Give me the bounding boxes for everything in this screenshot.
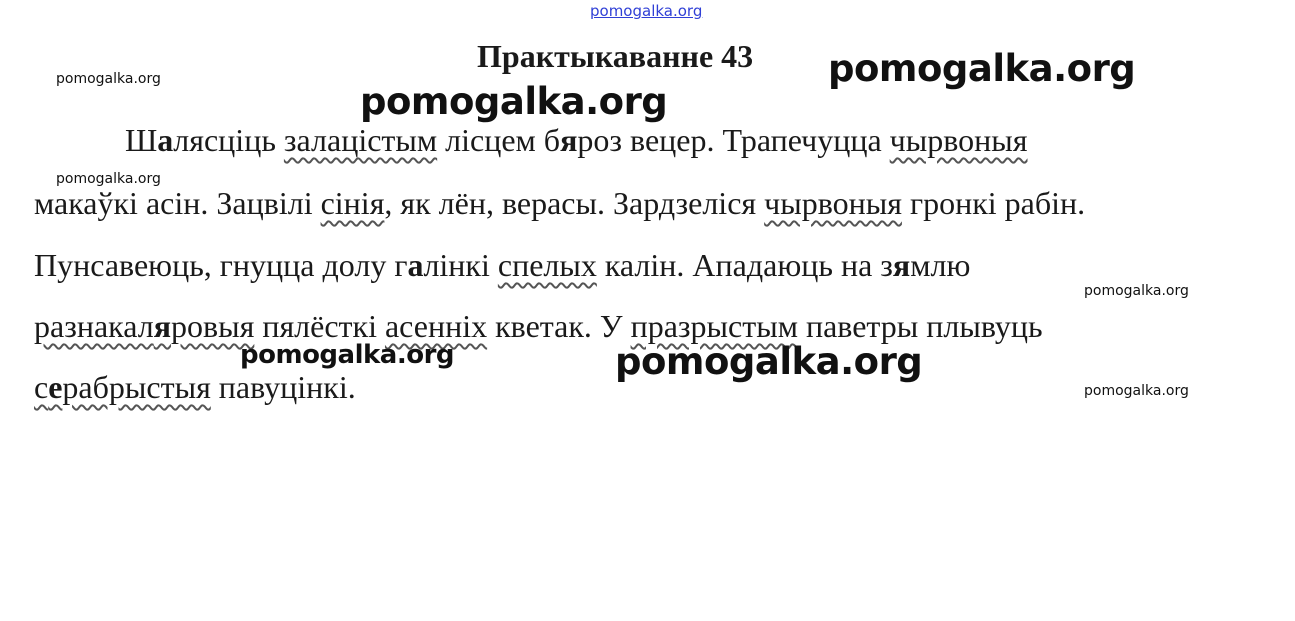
underlined-word <box>34 369 211 405</box>
text-fragment: ровыя <box>171 308 255 344</box>
watermark-big: pomogalka.org <box>828 47 1136 90</box>
text-fragment: паветры плывуць <box>797 308 1043 344</box>
underlined-word: спелых <box>497 247 597 283</box>
watermark-small: pomogalka.org <box>56 71 161 87</box>
text-line-2 <box>34 183 1085 223</box>
watermark-small: pomogalka.org <box>1084 383 1189 399</box>
underlined-word: залацістым <box>283 122 438 158</box>
text-fragment: кветак. У <box>487 308 631 344</box>
text-fragment: Ш <box>125 122 158 158</box>
bold-letter: я <box>153 308 171 344</box>
text-fragment: лісцем б <box>437 122 561 158</box>
text-fragment: Пунсавеюць, гнуцца долу г <box>34 247 408 283</box>
text-line-3 <box>34 245 970 285</box>
text-fragment: разнакал <box>34 308 154 344</box>
underlined-word: чырвоныя <box>764 185 902 221</box>
underlined-word: празрыстым <box>630 308 798 344</box>
text-fragment: млю <box>910 247 971 283</box>
text-fragment: рабрыстыя <box>62 369 211 405</box>
text-fragment: с <box>34 369 49 405</box>
text-fragment: лінкі <box>423 247 498 283</box>
text-fragment: лясціць <box>173 122 284 158</box>
watermark-top-link[interactable]: pomogalka.org <box>590 2 703 20</box>
underlined-word <box>34 308 254 344</box>
watermark-small: pomogalka.org <box>1084 283 1189 299</box>
text-fragment: калін. Ападаюць на з <box>596 247 893 283</box>
text-fragment: павуцінкі. <box>210 369 356 405</box>
watermark-small: pomogalka.org <box>56 171 161 187</box>
watermark-big: pomogalka.org <box>240 340 455 370</box>
exercise-title: Практыкаванне 43 <box>477 38 754 74</box>
text-fragment: гронкі рабін. <box>901 185 1086 221</box>
text-fragment: , як лён, верасы. Зардзеліся <box>384 185 765 221</box>
watermark-big: pomogalka.org <box>360 80 668 123</box>
bold-letter: я <box>560 122 578 158</box>
underlined-word: чырвоныя <box>889 122 1028 158</box>
bold-letter: я <box>892 247 911 283</box>
text-fragment: пялёсткі <box>254 308 385 344</box>
text-line-1 <box>125 120 1028 160</box>
underlined-word: асенніх <box>384 308 488 344</box>
text-fragment: макаўкі асін. Зацвілі <box>34 185 321 221</box>
watermark-big: pomogalka.org <box>615 340 923 383</box>
bold-letter: а <box>407 247 424 283</box>
bold-letter: а <box>157 122 174 158</box>
text-line-5 <box>34 367 356 407</box>
text-fragment: роз вецер. Трапечуцца <box>577 122 890 158</box>
underlined-word: сінія <box>320 185 385 221</box>
bold-letter: е <box>48 369 63 405</box>
